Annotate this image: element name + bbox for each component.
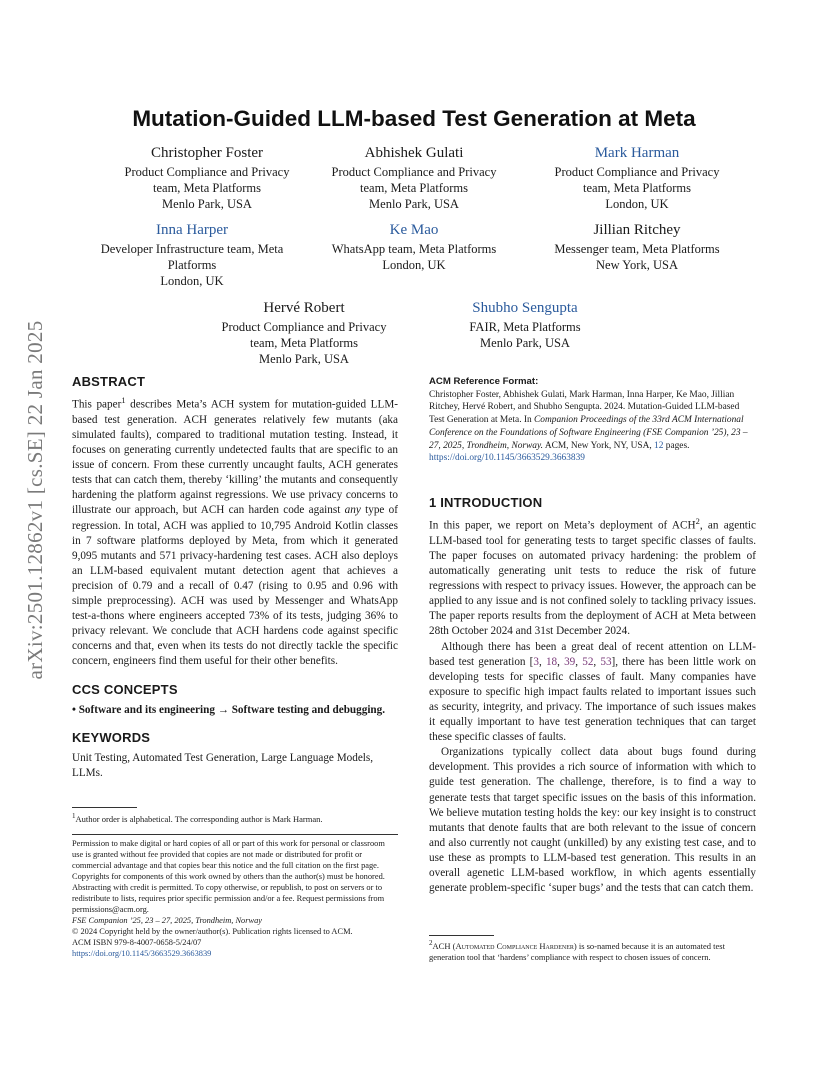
citation-link[interactable]: 18 — [545, 655, 558, 668]
abstract-heading: ABSTRACT — [72, 374, 146, 389]
author-affiliation: team, Meta Platforms — [583, 181, 691, 195]
author-location: London, UK — [160, 274, 224, 288]
author-name: Christopher Foster — [150, 145, 264, 161]
author-location: Menlo Park, USA — [369, 197, 459, 211]
author-affiliation: WhatsApp team, Meta Platforms — [331, 242, 497, 256]
footnote-divider — [72, 807, 137, 808]
author-location: London, UK — [605, 197, 669, 211]
permission-block — [72, 838, 398, 959]
acm-doi-link[interactable]: https://doi.org/10.1145/3663529.3663839 — [429, 453, 585, 464]
author-affiliation: team, Meta Platforms — [153, 181, 261, 195]
author-affiliation: Developer Infrastructure team, Meta — [100, 242, 284, 256]
ccs-text: • Software and its engineering → Software testing and debugging. — [72, 703, 386, 716]
author-block — [184, 299, 424, 367]
acm-reference-heading: ACM Reference Format: — [429, 376, 539, 387]
author-affiliation: FAIR, Meta Platforms — [469, 320, 581, 334]
arxiv-identifier: arXiv:2501.12862v1 [cs.SE] 22 Jan 2025 — [23, 320, 47, 680]
author-block — [517, 144, 757, 212]
footnote-divider — [429, 935, 494, 936]
footnote-marker[interactable]: 2 — [695, 516, 700, 527]
author-location: Menlo Park, USA — [162, 197, 252, 211]
pages-link[interactable]: 12 — [654, 440, 664, 451]
author-block — [517, 221, 757, 273]
intro-paragraph-1: In this paper, we report on Meta’s deployment of ACH$^2$, an agentic LLM-based tool for generating tests to target specific classes of faults. The paper focuses on automated privacy hardening: the problem of automatically generating unit tests to reduce the risk of future regressions with respect to privacy issues. However, the approach can be applied to any issue and is not confined solely to tackling privacy issues. The paper reports results from the deployment of ACH at Meta between 28th October 2024 and 31st December 2024. — [429, 516, 756, 638]
author-block — [72, 221, 312, 289]
keywords-heading: KEYWORDS — [72, 729, 151, 745]
author-name: Abhishek Gulati — [364, 145, 464, 161]
permission-divider — [72, 834, 398, 835]
author-name: Jillian Ritchey — [593, 222, 681, 238]
paper-title: Mutation-Guided LLM-based Test Generation at Meta — [132, 106, 696, 131]
acm-reference — [429, 376, 756, 465]
left-column — [72, 374, 398, 781]
author-affiliation: team, Meta Platforms — [250, 336, 358, 350]
author-affiliation: Product Compliance and Privacy — [331, 165, 497, 179]
abstract-text: This paper$^1$ describes Meta’s ACH system for mutation-guided LLM-based test generation. ACH generates relatively few mutants (aka simulated faults), compared to traditional mutation testing. Instead, it focuses on generating currently undetected faults that are specific to an issue of concern. From these currently uncaught faults, ACH generates tests that can catch them, thereby ‘killing’ the mutants and consequently hardening the platform against regressions. We use privacy concerns to illustrate our approach, but ACH can harden code against any type of regression. In total, ACH was applied to 10,795 Android Kotlin classes in 7 software platforms deployed by Meta, from which it generated 9,095 mutants and 571 privacy-hardening test cases. ACH also deploys an LLM-based equivalent mutant detection agent that achieves a precision of 0.79 and a recall of 0.47 (rising to 0.95 and 0.96 with simple preprocessing). ACH was used by Messenger and WhatsApp test-a-thons where engineers accepted 73% of its tests, judging 36% to privacy relevant. We conclude that ACH hardens code against specific concerns and that, even when its tests do not directly tackle the specific concern, engineers find them useful for their other benefits. — [72, 395, 398, 668]
author-name-link[interactable]: Shubho Sengupta — [472, 300, 578, 316]
author-location: Menlo Park, USA — [259, 352, 349, 366]
isbn-line: ACM ISBN 979-8-4007-0658-5/24/07 — [72, 938, 202, 947]
author-name: Hervé Robert — [263, 300, 345, 316]
keywords-text: Unit Testing, Automated Test Generation, Large Language Models, LLMs. — [72, 751, 374, 779]
author-location: New York, USA — [596, 258, 678, 272]
author-block — [294, 144, 534, 212]
citation-link[interactable]: 53 — [600, 655, 612, 668]
intro-paragraph-2: Although there has been a great deal of recent attention on LLM-based test generation [3, 18, 39, 52, 53], there has been little work on developing tests for specific classes of fault. Many companies have exposure to specific high impact faults related to important issues such as security, integrity, and privacy. The importance of such issues makes it equally important to have test generation techniques that can target these specific classes of faults. — [429, 640, 757, 744]
footnote-2: $^2$ACH (Automated Compliance Hardener) is so-named because it is an automated test generation tool that ‘hardens’ compliance with respect to chosen issues of concern. — [429, 939, 725, 962]
author-block — [294, 221, 534, 273]
author-affiliation: Product Compliance and Privacy — [554, 165, 720, 179]
author-name-link[interactable]: Mark Harman — [594, 145, 680, 161]
author-affiliation: Product Compliance and Privacy — [124, 165, 290, 179]
author-location: London, UK — [382, 258, 446, 272]
permission-text: Permission to make digital or hard copies of all or part of this work for personal or classroom use is granted without fee provided that copies are not made or distributed for profit or commercial advantage and that copies bear this notice and the full citation on the first page. Copyrights for components of this work owned by others than the author(s) must be honored. Abstracting with credit is permitted. To copy otherwise, or republish, to post on servers or to redistribute to lists, requires prior specific permission and/or a fee. Request permissions from permissions@acm.org. — [72, 839, 385, 914]
footnote-marker[interactable]: 1 — [121, 395, 126, 406]
author-location: Menlo Park, USA — [480, 336, 570, 350]
author-affiliation: team, Meta Platforms — [360, 181, 468, 195]
author-affiliation: Product Compliance and Privacy — [221, 320, 387, 334]
right-column — [429, 495, 756, 896]
author-block — [405, 299, 645, 351]
copyright-line: © 2024 Copyright held by the owner/author(s). Publication rights licensed to ACM. — [72, 927, 353, 936]
author-name-link[interactable]: Ke Mao — [389, 222, 439, 238]
acm-reference-text: Christopher Foster, Abhishek Gulati, Mark Harman, Inna Harper, Ke Mao, Jillian Ritchey, Hervé Robert, and Shubho Sengupta. 2024. Mutation-Guided LLM-based Test Generation at Meta. In Companion Proceedings of the 33rd ACM International Conference on the Foundations of Software Engineering (FSE Companion ’25), 23 – 27, 2025, Trondheim, Norway. ACM, New York, NY, USA, 12 pages. https://doi.org/10.1145/3663529.3663839 — [429, 389, 748, 464]
author-block — [87, 144, 327, 212]
footnote-mark: 1 — [72, 812, 76, 820]
author-affiliation: Platforms — [167, 258, 217, 272]
author-affiliation: Messenger team, Meta Platforms — [554, 242, 720, 256]
citation-link[interactable]: 39 — [564, 655, 576, 668]
venue-line: FSE Companion ’25, 23 – 27, 2025, Trondheim, Norway — [72, 916, 262, 925]
intro-paragraph-3: Organizations typically collect data about bugs found during development. This provides a rich source of information with which to guide test generation. The challenge, therefore, is to find a way to generate tests that target specific issues on the basis of this information. We believe mutation testing holds the key: our key insight is to construct mutants that denote faults that are both relevant to the issue of concern and also currently not caught (unkilled) by any existing test case, and to use these as prompts to LLM-based test generation. This results in an overall agenetic LLM-based workflow, in which agents essentially generate problem-specific ‘super bugs’ and the tests that can catch them. — [429, 746, 756, 895]
footnote-1: $^1$Author order is alphabetical. The corresponding author is Mark Harman. — [72, 812, 323, 824]
citation-link[interactable]: 52 — [582, 655, 594, 668]
doi-link[interactable]: https://doi.org/10.1145/3663529.3663839 — [72, 949, 212, 958]
footnote-mark: 2 — [429, 939, 433, 947]
citation-link[interactable]: 3 — [533, 655, 539, 668]
author-name-link[interactable]: Inna Harper — [155, 222, 229, 238]
introduction-heading: 1 INTRODUCTION — [429, 495, 543, 510]
ccs-heading: CCS CONCEPTS — [72, 681, 178, 697]
